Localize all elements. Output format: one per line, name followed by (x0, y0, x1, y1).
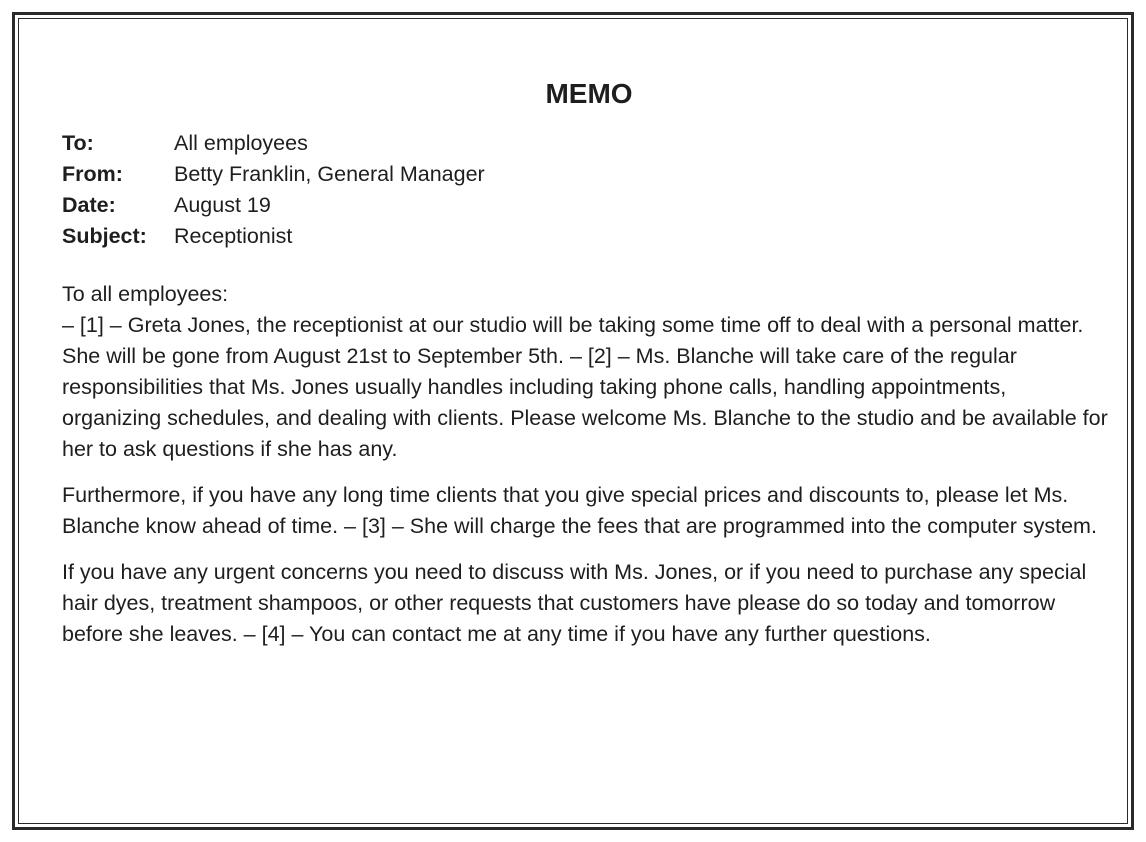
memo-paragraph-1: – [1] – Greta Jones, the receptionist at our studio will be taking some time off to deal with a personal matter. She will be gone from August 21st to September 5th. – [2] – Ms. Blanche will take care of the regular responsibilities that Ms. Jones usually handles including taking phone calls, handling appointments, organizing schedules, and dealing with clients. Please welcome Ms. Blanche to the studio and be available for her to ask questions if she has any. (62, 313, 1108, 461)
from-label: From: (62, 162, 123, 186)
subject-value: Receptionist (174, 224, 293, 248)
header-row-from (62, 159, 485, 190)
subject-label: Subject: (62, 224, 147, 248)
to-label: To: (62, 131, 94, 155)
header-row-to (62, 128, 485, 159)
memo-paragraph-2: Furthermore, if you have any long time clients that you give special prices and discounts to, please let Ms. Blanche know ahead of time. – [3] – She will charge the fees that are programmed into the computer system. (62, 483, 1097, 538)
memo-document (62, 78, 1108, 650)
memo-title: MEMO (545, 78, 633, 109)
date-value: August 19 (174, 193, 271, 217)
memo-header (62, 128, 485, 252)
memo-paragraph-3: If you have any urgent concerns you need to discuss with Ms. Jones, or if you need to purchase any special hair dyes, treatment shampoos, or other requests that customers have please do so today and tomorrow before she leaves. – [4] – You can contact me at any time if you have any further questions. (62, 560, 1087, 646)
header-row-date (62, 190, 485, 221)
from-value: Betty Franklin, General Manager (174, 162, 485, 186)
memo-greeting: To all employees: (62, 282, 229, 306)
header-row-subject (62, 221, 485, 252)
date-label: Date: (62, 193, 116, 217)
to-value: All employees (174, 131, 308, 155)
